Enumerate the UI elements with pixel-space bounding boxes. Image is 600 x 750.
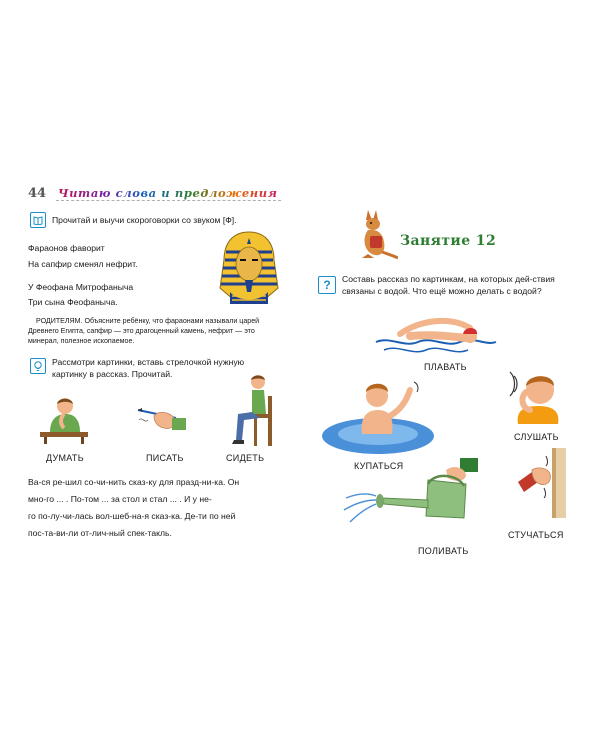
word-swim: ПЛАВАТЬ bbox=[424, 362, 467, 372]
tongue-twister-1-line-1: Фараонов фаворит bbox=[28, 243, 105, 253]
writing-hand-illustration bbox=[136, 404, 186, 436]
bathing-boy-illustration bbox=[320, 372, 440, 458]
word-listen: СЛУШАТЬ bbox=[514, 432, 559, 442]
word-sit: СИДЕТЬ bbox=[226, 453, 265, 463]
parents-note: РОДИТЕЛЯМ. Объясните ребёнку, что фараонами называли царей Древнего Египта, сапфир — это драгоценный камень, нефрит — это минерал, полезное ископаемое. bbox=[28, 317, 260, 345]
left-page bbox=[28, 178, 288, 568]
page-number: 44 bbox=[28, 186, 47, 201]
word-bathe: КУПАТЬСЯ bbox=[354, 461, 404, 471]
tongue-twister-2-line-1: У Феофана Митрофаныча bbox=[28, 282, 134, 292]
listening-boy-illustration bbox=[508, 368, 568, 424]
tongue-twister-2-line-2: Три сына Феофаныча. bbox=[28, 297, 118, 307]
word-water: ПОЛИВАТЬ bbox=[418, 546, 469, 556]
question-icon: ? bbox=[318, 276, 336, 294]
thinking-boy-illustration bbox=[40, 392, 88, 444]
section-title: Читаю слова и предложения bbox=[58, 186, 278, 200]
word-think: ДУМАТЬ bbox=[46, 453, 84, 463]
sitting-boy-illustration bbox=[224, 374, 280, 446]
story-line-3: го по-лу-чи-лась вол-шеб-на-я сказ-ка. Де-ти по ней bbox=[28, 511, 236, 521]
knocking-hand-illustration bbox=[516, 448, 566, 518]
story-line-1: Ва-ся ре-шил со-чи-нить сказ-ку для празд-ни-ка. Он bbox=[28, 477, 240, 487]
watering-can-illustration bbox=[342, 456, 492, 532]
book-icon bbox=[30, 212, 46, 228]
task1-text: Прочитай и выучи скороговорки со звуком [Ф]. bbox=[52, 215, 237, 225]
word-write: ПИСАТЬ bbox=[146, 453, 184, 463]
story-line-4: пос-та-ви-ли от-лич-ный спек-такль. bbox=[28, 528, 172, 538]
task2-text: Рассмотри картинки, вставь стрелочкой нужную картинку в рассказ. Прочитай. bbox=[52, 357, 245, 379]
right-page bbox=[312, 178, 572, 568]
tongue-twister-1-line-2: На сапфир сменял нефрит. bbox=[28, 259, 138, 269]
word-knock: СТУЧАТЬСЯ bbox=[508, 530, 564, 540]
kangaroo-mascot-illustration bbox=[358, 208, 398, 260]
lesson-title: Занятие 12 bbox=[400, 233, 497, 249]
header-rule bbox=[56, 200, 281, 201]
pharaoh-mask-illustration bbox=[218, 230, 280, 308]
swimmer-illustration bbox=[370, 312, 500, 358]
lightbulb-icon bbox=[30, 358, 46, 374]
right-task-text: Составь рассказ по картинкам, на которых дей-ствия связаны с водой. Что ещё можно делать с водой? bbox=[342, 274, 555, 296]
story-line-2: мно-го ... . По-том ... за стол и стал ... . И у не- bbox=[28, 494, 212, 504]
